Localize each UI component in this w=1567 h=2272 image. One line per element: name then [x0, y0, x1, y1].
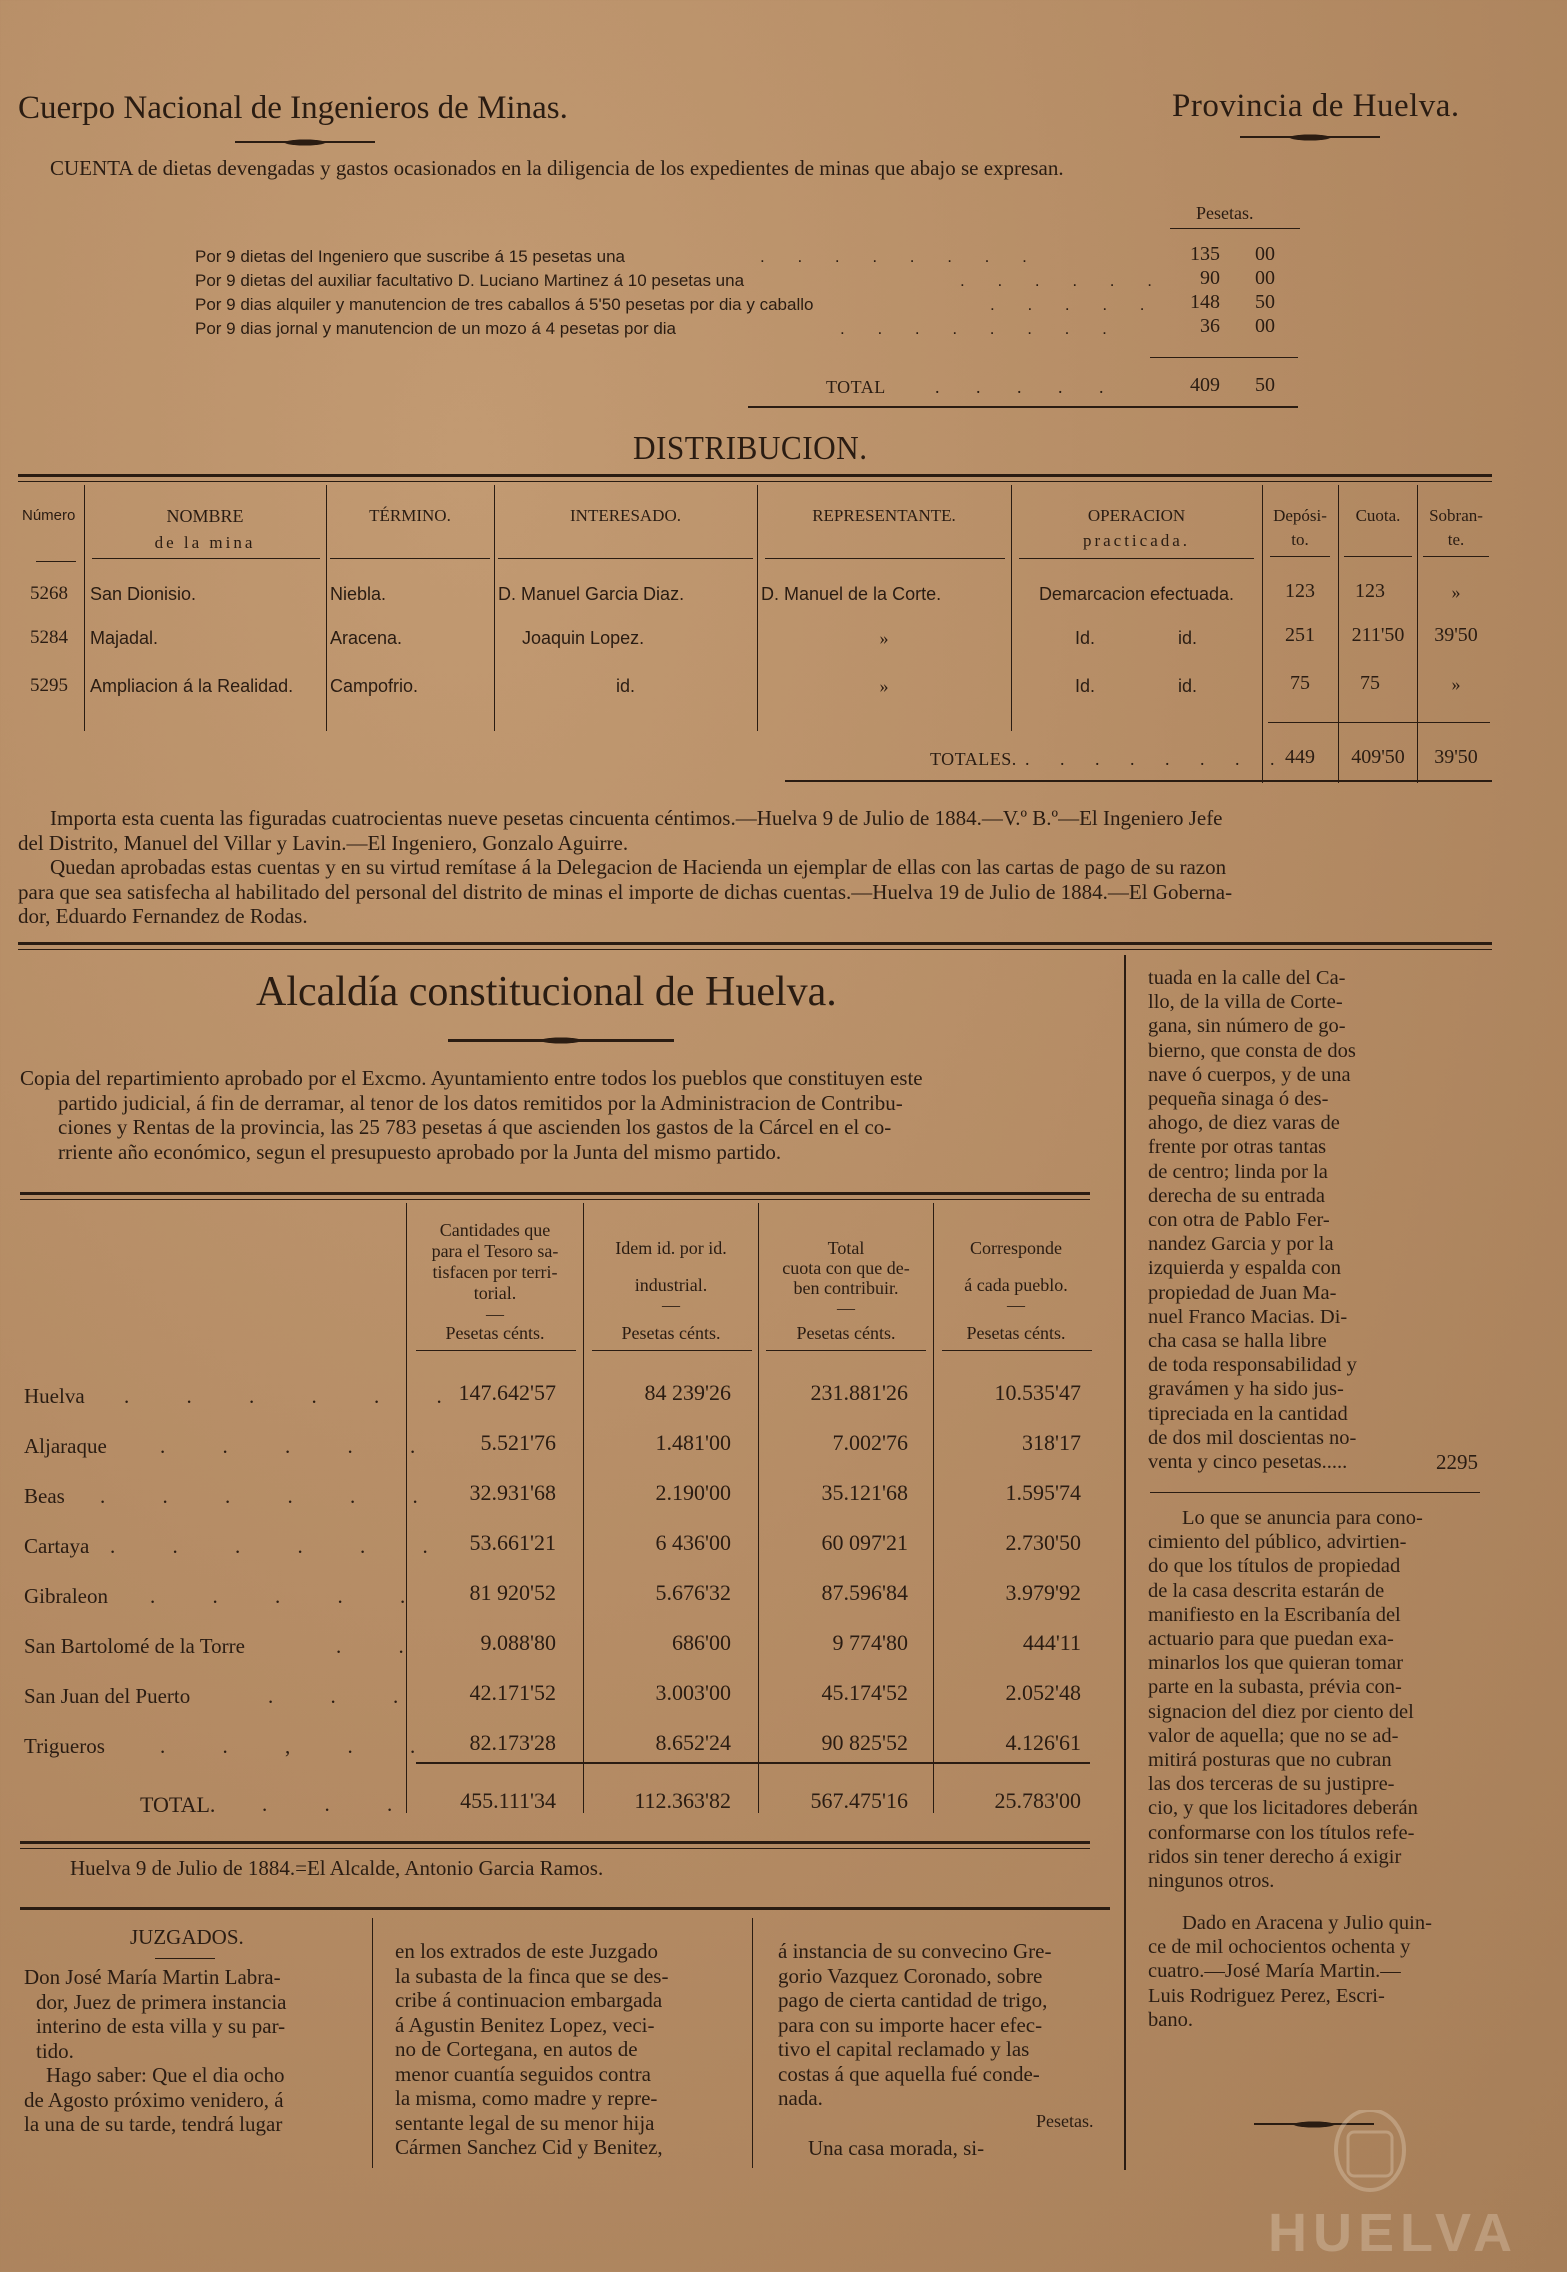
archive-watermark [1220, 2110, 1520, 2270]
totales-sobrante: 39'50 [1434, 746, 1478, 768]
cell-total: 90 825'52 [821, 1730, 908, 1755]
cell-corresponde: 10.535'47 [994, 1380, 1081, 1405]
cell-total: 7.002'76 [832, 1430, 908, 1455]
col-header-operacion-sub: practicada. [1082, 531, 1191, 550]
col-header-termino: TÉRMINO. [369, 506, 451, 525]
col-header-cuota: Cuota. [1355, 506, 1401, 525]
cell-industrial: 2.190'00 [655, 1480, 731, 1505]
cell-cuota: 75 [1360, 672, 1380, 694]
cell-sobrante: » [1451, 582, 1461, 602]
cell-pueblo: Gibraleon [24, 1584, 108, 1608]
cell-cuota: 123 [1355, 580, 1385, 602]
cell-territorial: 147.642'57 [458, 1380, 556, 1405]
cell-interesado: id. [615, 676, 635, 696]
col-header-total-cuota: Total cuota con que de- ben contribuir. — [782, 1238, 910, 1318]
cell-total: 231.881'26 [810, 1380, 908, 1405]
juzgados-col1: Don José María Martin Labra- dor, Juez de primera instancia interino de esta villa y su par- tido. Hago saber: Que el dia ocho de Agosto próximo venidero, á la una de su tarde, tendrá lugar [24, 1965, 287, 2136]
col-header-numero: Número [22, 507, 76, 524]
col-header-operacion: OPERACION [1087, 506, 1186, 525]
cell-pueblo: San Juan del Puerto [24, 1684, 191, 1708]
cell-sobrante: 39'50 [1434, 624, 1478, 646]
total-territorial: 455.111'34 [460, 1788, 556, 1813]
cuenta-item-label: Por 9 dias alquiler y manutencion de tres caballos á 5'50 pesetas por dia y caballo [195, 295, 814, 314]
cell-territorial: 5.521'76 [480, 1430, 556, 1455]
col-header-interesado: INTERESADO. [570, 506, 681, 525]
cell-nombre: Ampliacion á la Realidad. [90, 676, 294, 696]
total-industrial: 112.363'82 [634, 1788, 731, 1813]
cell-operacion: Id. [1075, 676, 1096, 696]
unit-label: Pesetas cénts. [966, 1323, 1066, 1343]
alcaldia-firma: Huelva 9 de Julio de 1884.=El Alcalde, Antonio Garcia Ramos. [70, 1856, 604, 1880]
cuenta-item-label: Por 9 dietas del Ingeniero que suscribe á 15 pesetas una [195, 247, 626, 266]
cuenta-total-label: TOTAL [826, 377, 886, 397]
cell-operacion-b: id. [1178, 676, 1198, 696]
cuenta-item-dec: 50 [1255, 291, 1275, 313]
cell-termino: Aracena. [330, 628, 403, 648]
cell-industrial: 1.481'00 [655, 1430, 731, 1455]
cell-pueblo: Huelva [24, 1384, 85, 1408]
alcaldia-title: Alcaldía constitucional de Huelva. [256, 969, 837, 1015]
cuenta-subtitle: CUENTA de dietas devengadas y gastos ocasionados en la diligencia de los expedientes de minas que abajo se expresan. [50, 156, 1064, 180]
cell-total: 9 774'80 [832, 1630, 908, 1655]
cuenta-item-dec: 00 [1255, 267, 1275, 289]
cuenta-item-int: 135 [1190, 243, 1220, 265]
cell-total: 87.596'84 [821, 1580, 908, 1605]
col-header-deposito-sub: to. [1291, 530, 1309, 549]
cell-numero: 5268 [30, 583, 68, 604]
header-left-title: Cuerpo Nacional de Ingenieros de Minas. [18, 90, 568, 126]
cell-nombre: San Dionisio. [90, 584, 197, 604]
cell-territorial: 32.931'68 [469, 1480, 556, 1505]
cell-pueblo: Beas [24, 1484, 65, 1508]
right-column-text-c: Dado en Aracena y Julio quin- ce de mil ochocientos ochenta y cuatro.—José María Martin.— Luis Rodriguez Perez, Escri- bano. [1148, 1912, 1432, 2031]
total-cuota: 567.475'16 [810, 1788, 908, 1813]
header-right-title: Provincia de Huelva. [1172, 88, 1460, 124]
col-header-nombre: NOMBRE [166, 506, 244, 526]
juzgados-col3: á instancia de su convecino Gre- gorio Vazquez Coronado, sobre pago de cierta cantidad de trigo, para con su importe hacer efec- tivo el capital reclamado y las costas á que aquella fué conde- nada. [778, 1939, 1052, 2110]
cell-corresponde: 2.730'50 [1005, 1530, 1081, 1555]
alcaldia-intro: Copia del repartimiento aprobado por el Excmo. Ayuntamiento entre todos los pueblos que constituyen este partido judicial, á fin de derramar, al tenor de los datos remitidos por la Administracion de Contribu- ciones y Rentas de la provincia, las 25 783 pesetas á que ascienden los gastos de la Cárcel en el co- rriente año económico, segun el presupuesto aprobado por la Junta del mismo partido. [20, 1066, 923, 1164]
cell-corresponde: 3.979'92 [1005, 1580, 1081, 1605]
cell-territorial: 9.088'80 [480, 1630, 556, 1655]
cell-corresponde: 2.052'48 [1005, 1680, 1081, 1705]
importa-paragraph: Importa esta cuenta las figuradas cuatrocientas nueve pesetas cincuenta céntimos.—Huelva 9 de Julio de 1884.—V.º B.º—El Ingeniero Jefe del Distrito, Manuel del Villar y Lavin.—El Ingeniero, Gonzalo Aguirre. Quedan aprobadas estas cuentas y en su virtud remítase á la Delegacion de Hacienda un ejemplar de ellas con las cartas de pago de su razon para que sea satisfecha al habilitado del personal del distrito de minas el importe de dichas cuentas.—Huelva 19 de Julio de 1884.—El Goberna- dor, Eduardo Fernandez de Rodas. [18, 806, 1233, 928]
cell-pueblo: Cartaya [24, 1534, 90, 1558]
cell-sobrante: » [1451, 674, 1461, 694]
cell-termino: Niebla. [330, 584, 387, 604]
cell-operacion-b: id. [1178, 628, 1198, 648]
col-header-nombre-sub: de la mina [154, 533, 256, 552]
col-header-representante: REPRESENTANTE. [812, 506, 956, 525]
cell-deposito: 123 [1285, 580, 1315, 602]
cell-pueblo: Aljaraque [24, 1434, 107, 1458]
cell-industrial: 6 436'00 [655, 1530, 731, 1555]
cell-territorial: 53.661'21 [469, 1530, 556, 1555]
cell-industrial: 686'00 [672, 1630, 731, 1655]
cell-corresponde: 1.595'74 [1005, 1480, 1081, 1505]
cell-industrial: 84 239'26 [644, 1380, 731, 1405]
unit-label: Pesetas cénts. [796, 1323, 896, 1343]
cell-operacion: Id. [1075, 628, 1096, 648]
cell-total: 35.121'68 [821, 1480, 908, 1505]
cell-industrial: 3.003'00 [655, 1680, 731, 1705]
repartimiento-total-label: TOTAL. [140, 1792, 216, 1817]
ornament-rule [1240, 136, 1380, 138]
unit-label: Pesetas cénts. [621, 1323, 721, 1343]
cell-deposito: 251 [1285, 624, 1315, 646]
juzgados-title: JUZGADOS. [130, 1925, 244, 1949]
col-header-sobrante-sub: te. [1447, 530, 1465, 549]
cell-deposito: 75 [1290, 672, 1310, 694]
cell-nombre: Majadal. [90, 628, 159, 648]
col-header-corresponde: Corresponde á cada pueblo. — [964, 1238, 1068, 1315]
cell-total: 45.174'52 [821, 1680, 908, 1705]
total-corresponde: 25.783'00 [994, 1788, 1081, 1813]
unit-label: Pesetas cénts. [445, 1323, 545, 1343]
cuenta-item-label: Por 9 dietas del auxiliar facultativo D. Luciano Martinez á 10 pesetas una [195, 271, 745, 290]
col-header-deposito: Depósi- [1273, 506, 1327, 525]
totales-cuota: 409'50 [1351, 746, 1405, 768]
cell-territorial: 81 920'52 [469, 1580, 556, 1605]
cell-operacion: Demarcacion efectuada. [1038, 584, 1235, 604]
cell-interesado: Joaquin Lopez. [522, 628, 645, 648]
cell-interesado: D. Manuel Garcia Diaz. [498, 584, 685, 604]
precio-casa: 2295 [1436, 1450, 1478, 1474]
cell-corresponde: 318'17 [1022, 1430, 1081, 1455]
cell-total: 60 097'21 [821, 1530, 908, 1555]
right-column-text-b: Lo que se anuncia para cono- cimiento del público, advirtien- do que los títulos de propiedad de la casa descrita estarán de manifiesto en la Escribanía del actuario para que puedan exa- minarlos los que quieran tomar parte en la subasta, prévia con- signacion del diez por ciento del valor de aquella; que no se ad- mitirá posturas que no cubran las dos terceras de su justipre- cio, y que los licitadores deberán conformarse con los títulos refe- ridos sin tener derecho á exigir ningunos otros. [1148, 1507, 1423, 1893]
cell-representante: » [879, 676, 889, 696]
juzgados-col3-last: Una casa morada, si- [808, 2136, 985, 2160]
col-header-industrial: Idem id. por id. industrial. — [615, 1238, 727, 1315]
right-column-text-a: tuada en la calle del Ca- llo, de la villa de Corte- gana, sin número de go- bierno, que consta de dos nave ó cuerpos, y de una pequeña sinaga ó des- ahogo, de diez varas de frente por otras tantas de centro; linda por la derecha de su entrada con otra de Pablo Fer- nandez Garcia y por la izquierda y espalda con propiedad de Juan Ma- nuel Franco Macias. Di- cha casa se halla libre de toda responsabilidad y gravámen y ha sido jus- tipreciada en la cantidad de dos mil doscientas no- venta y cinco pesetas..... [1148, 967, 1357, 1474]
cuenta-item-int: 36 [1200, 315, 1220, 337]
ornament-rule [235, 141, 375, 143]
totales-deposito: 449 [1285, 746, 1315, 768]
currency-label: Pesetas. [1196, 203, 1254, 223]
cuenta-item-dec: 00 [1255, 315, 1275, 337]
watermark-text: HUELVA [1268, 2203, 1518, 2263]
ornament-rule [448, 1039, 674, 1042]
cuenta-item-int: 148 [1190, 291, 1220, 313]
cell-corresponde: 4.126'61 [1005, 1730, 1081, 1755]
distribucion-title: DISTRIBUCION. [633, 430, 868, 467]
cell-pueblo: Trigueros [24, 1734, 105, 1758]
cell-territorial: 82.173'28 [469, 1730, 556, 1755]
cuenta-item-int: 90 [1200, 267, 1220, 289]
col-header-sobrante: Sobran- [1429, 506, 1483, 525]
cell-representante: » [879, 628, 889, 648]
cell-pueblo: San Bartolomé de la Torre [24, 1634, 245, 1658]
col-header-territorial: Cantidades que para el Tesoro sa- tisfacen por terri- torial. — [431, 1220, 559, 1324]
cell-numero: 5284 [30, 627, 68, 648]
cuenta-item-dec: 00 [1255, 243, 1275, 265]
cell-numero: 5295 [30, 675, 68, 696]
cuenta-item-label: Por 9 dias jornal y manutencion de un mozo á 4 pesetas por dia [195, 319, 677, 338]
cuenta-total-int: 409 [1190, 374, 1220, 396]
juzgados-col2: en los extrados de este Juzgado la subasta de la finca que se des- cribe á continuacion embargada á Agustin Benitez Lopez, veci- no de Cortegana, en autos de menor cuantía seguidos contra la misma, como madre y repre- sentante legal de su menor hija Cármen Sanchez Cid y Benitez, [395, 1939, 669, 2159]
pesetas-label: Pesetas. [1036, 2111, 1094, 2131]
cuenta-total-dec: 50 [1255, 374, 1275, 396]
cell-industrial: 5.676'32 [655, 1580, 731, 1605]
cell-territorial: 42.171'52 [469, 1680, 556, 1705]
totales-label: TOTALES. [930, 749, 1017, 769]
cell-termino: Campofrio. [330, 676, 419, 696]
cell-industrial: 8.652'24 [655, 1730, 731, 1755]
cell-representante: D. Manuel de la Corte. [761, 584, 942, 604]
cell-corresponde: 444'11 [1022, 1630, 1081, 1655]
cell-cuota: 211'50 [1351, 624, 1405, 646]
